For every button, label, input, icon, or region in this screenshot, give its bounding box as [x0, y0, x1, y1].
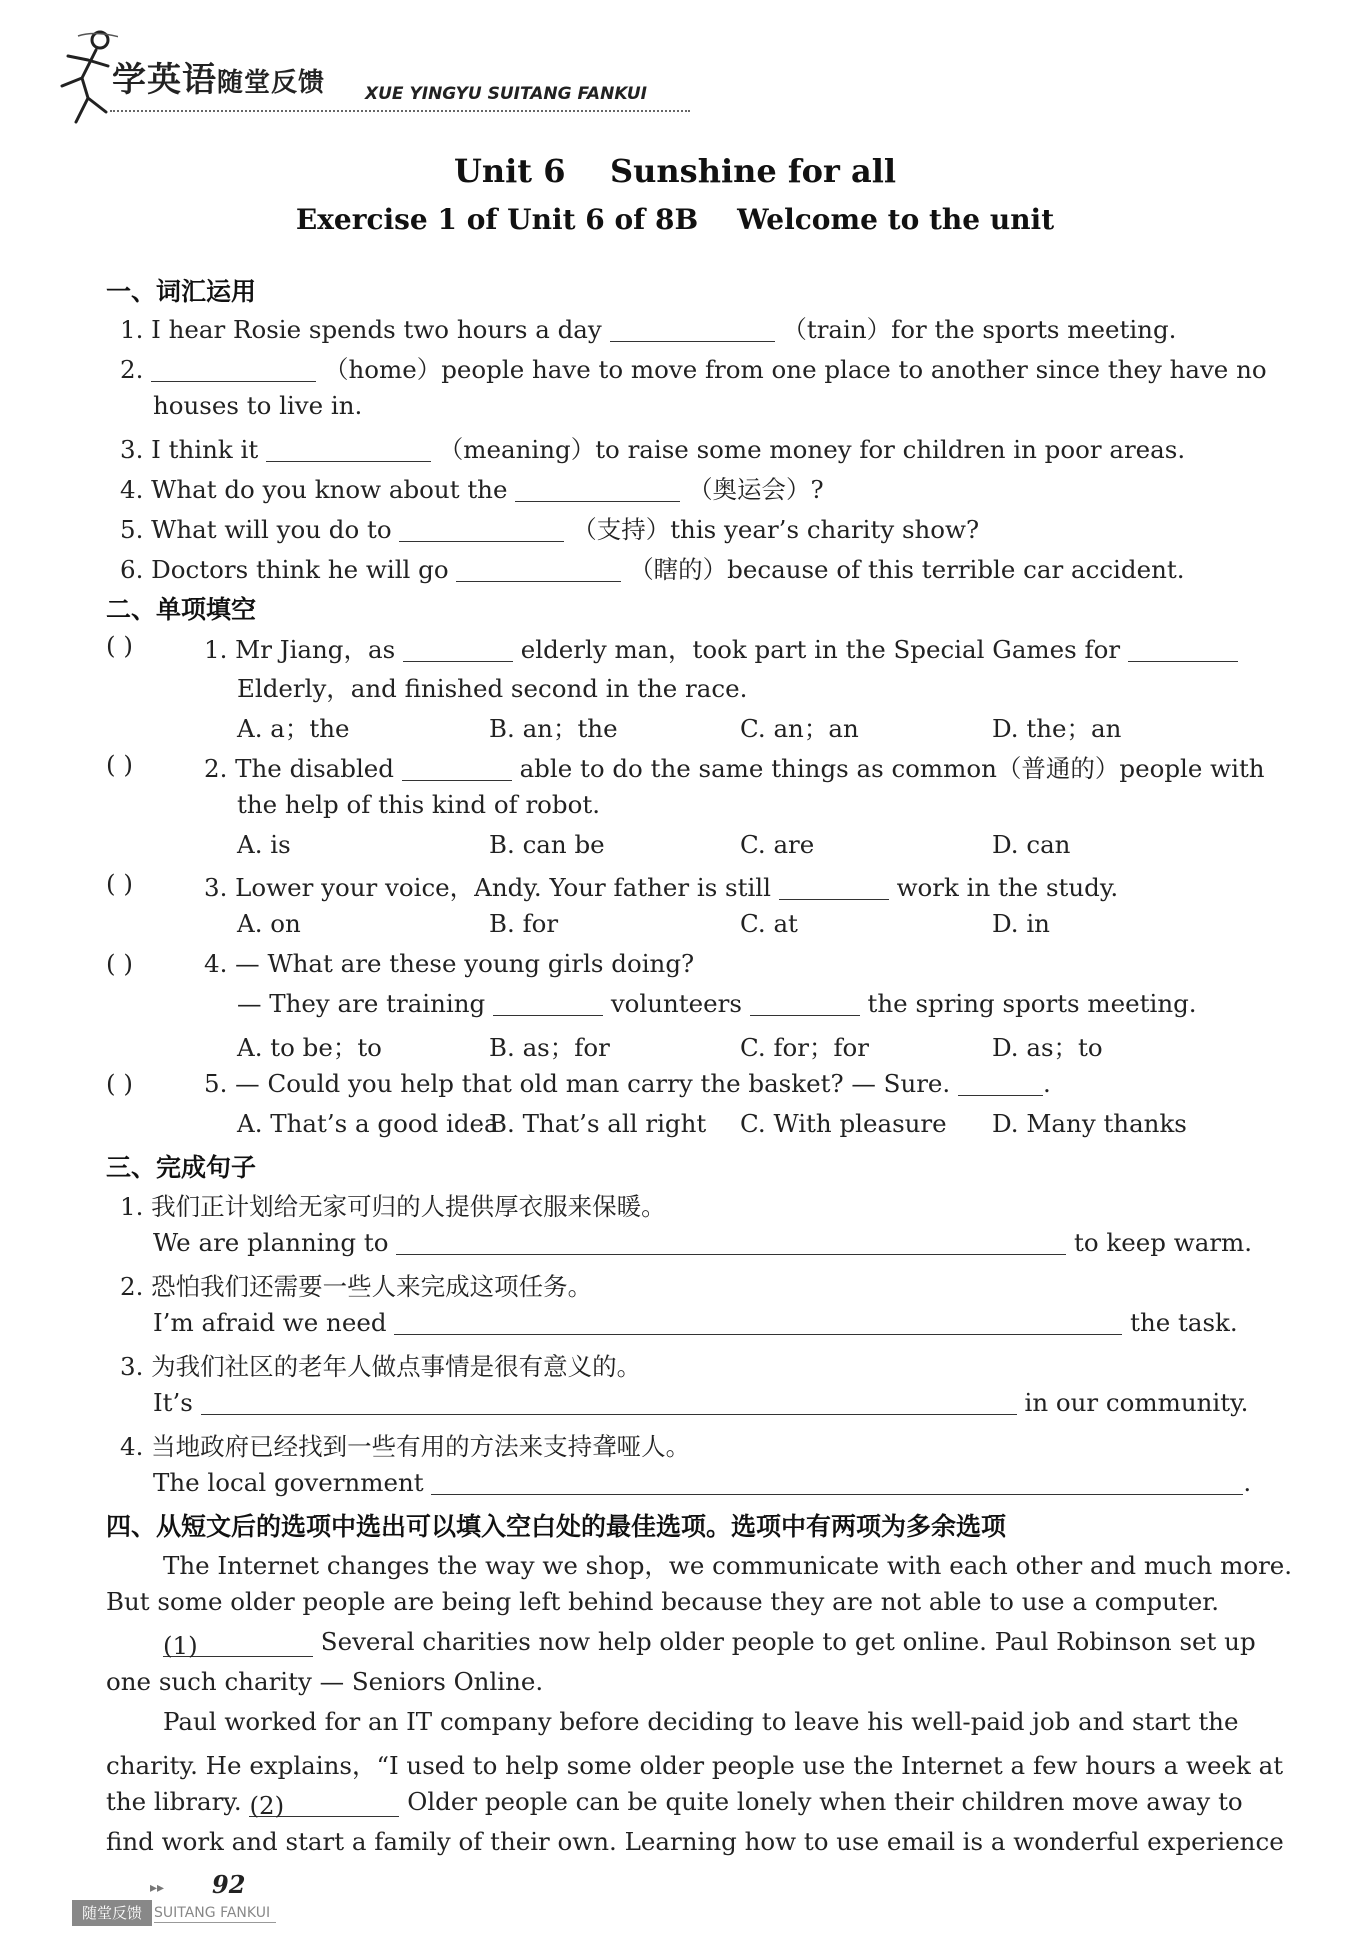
passage-line: the library. (2) Older people can be quite lonely when their children move away to: [106, 1787, 1243, 1820]
answer-blank[interactable]: [402, 756, 512, 782]
answer-blank[interactable]: [750, 991, 860, 1017]
answer-blank[interactable]: [266, 437, 431, 463]
logo-chinese-title: 学英语随堂反馈: [112, 60, 326, 100]
section1-heading: 一、词汇运用: [106, 277, 257, 306]
answer-blank[interactable]: [515, 477, 680, 503]
passage-line: (1) Several charities now help older people to get online. Paul Robinson set up: [163, 1627, 1256, 1660]
s1-item-2-cont: houses to live in.: [153, 391, 363, 420]
s2-paren-2[interactable]: ( ): [106, 750, 133, 779]
header-logo: [40, 18, 680, 128]
s2-q4-question: 4. — What are these young girls doing?: [204, 949, 695, 978]
s2-q3-opt-d: D. in: [992, 909, 1050, 938]
s3-item-3-en: It’s in our community.: [153, 1388, 1249, 1417]
passage-line: The Internet changes the way we shop，we communicate with each other and much more.: [163, 1551, 1293, 1580]
s1-item-3: 3. I think it （meaning）to raise some money for children in poor areas.: [120, 435, 1186, 464]
passage-line: find work and start a family of their own. Learning how to use email is a wonderful experience: [106, 1827, 1284, 1856]
answer-blank[interactable]: [610, 317, 775, 343]
s2-q4-opt-c: C. for；for: [740, 1033, 870, 1062]
s1-item-6: 6. Doctors think he will go （瞎的）because of this terrible car accident.: [120, 555, 1185, 584]
s1-item-4: 4. What do you know about the （奥运会）?: [120, 475, 824, 504]
s2-paren-1[interactable]: ( ): [106, 631, 133, 660]
passage-line: But some older people are being left behind because they are not able to use a computer.: [106, 1587, 1220, 1616]
s2-q2-cont: the help of this kind of robot.: [237, 790, 600, 819]
answer-line[interactable]: [394, 1310, 1122, 1336]
s2-q4-opt-a: A. to be；to: [237, 1033, 382, 1062]
footer-divider: [154, 1922, 276, 1923]
s2-paren-4[interactable]: ( ): [106, 949, 133, 978]
section4-heading: 四、从短文后的选项中选出可以填入空白处的最佳选项。选项中有两项为多余选项: [106, 1512, 1007, 1541]
answer-blank[interactable]: [399, 517, 564, 543]
s2-q2-opt-a: A. is: [237, 830, 291, 859]
answer-line[interactable]: [201, 1390, 1017, 1416]
passage-blank-2[interactable]: (2): [249, 1791, 399, 1817]
answer-line[interactable]: [396, 1230, 1066, 1256]
s2-q3-opt-c: C. at: [740, 909, 798, 938]
s2-q4-opt-d: D. as；to: [992, 1033, 1103, 1062]
s2-q5-opt-a: A. That’s a good idea: [237, 1109, 499, 1138]
unit-title: Unit 6 Sunshine for all: [453, 152, 897, 190]
answer-line[interactable]: [431, 1470, 1243, 1496]
s2-q1-opt-c: C. an；an: [740, 714, 859, 743]
s2-q1: 1. Mr Jiang，as elderly man，took part in the Special Games for: [204, 631, 1238, 666]
section2-heading: 二、单项填空: [106, 595, 257, 624]
footer-label-box: 随堂反馈: [72, 1900, 152, 1926]
s2-q1-cont: Elderly，and finished second in the race.: [237, 674, 748, 703]
s2-q5-opt-c: C. With pleasure: [740, 1109, 947, 1138]
section3-heading: 三、完成句子: [106, 1153, 257, 1182]
answer-blank[interactable]: [403, 637, 513, 663]
s2-paren-5[interactable]: ( ): [106, 1069, 133, 1098]
s2-q5: 5. — Could you help that old man carry the basket? — Sure. .: [204, 1069, 1051, 1098]
answer-blank[interactable]: [958, 1071, 1043, 1097]
passage-line: Paul worked for an IT company before deciding to leave his well-paid job and start the: [163, 1707, 1239, 1736]
answer-blank[interactable]: [456, 557, 621, 583]
s2-q4-opt-b: B. as；for: [489, 1033, 610, 1062]
s1-item-5: 5. What will you do to （支持）this year’s charity show?: [120, 515, 980, 544]
s3-item-4-cn: 4. 当地政府已经找到一些有用的方法来支持聋哑人。: [120, 1432, 691, 1461]
passage-blank-1[interactable]: (1): [163, 1631, 313, 1657]
s2-q5-opt-d: D. Many thanks: [992, 1109, 1187, 1138]
passage-line: one such charity — Seniors Online.: [106, 1667, 544, 1696]
s2-q2-opt-c: C. are: [740, 830, 815, 859]
answer-blank[interactable]: [493, 991, 603, 1017]
s2-paren-3[interactable]: ( ): [106, 869, 133, 898]
s2-q3-opt-b: B. for: [489, 909, 559, 938]
s3-item-4-en: The local government .: [153, 1468, 1252, 1497]
s3-item-2-en: I’m afraid we need the task.: [153, 1308, 1238, 1337]
answer-blank[interactable]: [1128, 637, 1238, 663]
footer-pinyin: SUITANG FANKUI: [154, 1905, 271, 1921]
s1-item-1: 1. I hear Rosie spends two hours a day （train）for the sports meeting.: [120, 315, 1177, 344]
s2-q2-opt-b: B. can be: [489, 830, 605, 859]
answer-blank[interactable]: [779, 875, 889, 901]
s2-q1-opt-a: A. a；the: [237, 714, 350, 743]
s2-q3-opt-a: A. on: [237, 909, 301, 938]
s2-q3: 3. Lower your voice，Andy. Your father is still work in the study.: [204, 873, 1119, 902]
s2-q4-answer: — They are training volunteers the spring sports meeting.: [237, 989, 1197, 1018]
s1-item-2: 2. （home）people have to move from one place to another since they have no: [120, 355, 1267, 384]
answer-blank[interactable]: [151, 357, 316, 383]
page-arrow-icon: ▸▸: [150, 1880, 165, 1896]
runner-logo-icon: [48, 26, 118, 126]
page-number: 92: [212, 1870, 246, 1899]
exercise-title: Exercise 1 of Unit 6 of 8B Welcome to the unit: [295, 203, 1055, 236]
logo-pinyin: XUE YINGYU SUITANG FANKUI: [365, 84, 648, 104]
passage-line: charity. He explains，“I used to help some older people use the Internet a few hours a week at: [106, 1751, 1284, 1780]
s2-q2-opt-d: D. can: [992, 830, 1071, 859]
s3-item-2-cn: 2. 恐怕我们还需要一些人来完成这项任务。: [120, 1272, 593, 1301]
s3-item-3-cn: 3. 为我们社区的老年人做点事情是很有意义的。: [120, 1352, 642, 1381]
s2-q2: 2. The disabled able to do the same things as common（普通的）people with: [204, 754, 1265, 783]
s2-q1-opt-d: D. the；an: [992, 714, 1122, 743]
s2-q5-opt-b: B. That’s all right: [489, 1109, 707, 1138]
s2-q1-opt-b: B. an；the: [489, 714, 618, 743]
header-divider: [110, 110, 690, 112]
s3-item-1-en: We are planning to to keep warm.: [153, 1228, 1253, 1257]
s3-item-1-cn: 1. 我们正计划给无家可归的人提供厚衣服来保暖。: [120, 1192, 666, 1221]
